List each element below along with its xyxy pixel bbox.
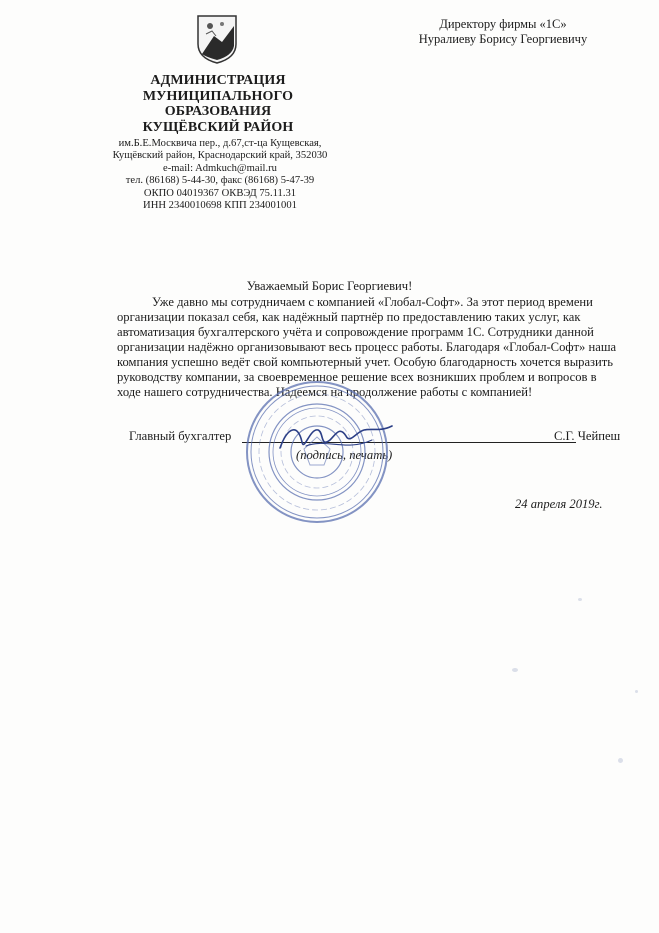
scan-speck: [512, 668, 518, 672]
body-line: организации показал себя, как надёжный партнёр по предоставлению таких услуг, как: [117, 310, 581, 324]
organization-title: [120, 73, 316, 135]
signer-name: С.Г. Чейпеш: [554, 429, 621, 443]
scan-speck: [618, 758, 623, 763]
recipient-position: Директору фирмы «1С»: [439, 17, 567, 31]
organization-details: [96, 138, 344, 212]
salutation: Уважаемый Борис Георгиевич!: [246, 279, 413, 293]
signer-position: Главный бухгалтер: [129, 429, 232, 443]
org-email: e-mail: Admkuch@mail.ru: [163, 162, 277, 174]
recipient-block: [398, 17, 608, 47]
body-line: автоматизация бухгалтерского учёта и сопровождение программ 1С. Сотрудники данной: [117, 325, 594, 339]
org-tax-ids: ИНН 2340010698 КПП 234001001: [143, 200, 297, 212]
body-line: организации надёжно организовывают весь процесс работы. Благодаря «Глобал-Софт» наша: [117, 340, 617, 354]
body-line: Уже давно мы сотрудничаем с компанией «Глобал-Софт». За этот период времени: [152, 295, 593, 309]
org-phone: тел. (86168) 5-44-30, факс (86168) 5-47-39: [125, 175, 315, 187]
recipient-name: Нуралиеву Борису Георгиевичу: [418, 32, 588, 46]
body-line: руководству компании, за своевременное решение всех возникших проблем и вопросов в: [117, 370, 597, 384]
coat-of-arms-emblem: [196, 14, 238, 64]
org-title-line: ОБРАЗОВАНИЯ: [164, 104, 272, 119]
body-line: ходе нашего сотрудничества. Надеемся на продолжение работы с компанией!: [117, 385, 533, 399]
handwritten-signature: [276, 418, 396, 460]
scan-speck: [635, 690, 638, 693]
org-address-line: им.Б.Е.Москвича пер., д.67,ст-ца Кущевская,: [118, 138, 322, 149]
org-title-line: КУЩЁВСКИЙ РАЙОН: [142, 119, 294, 135]
letter-date: 24 апреля 2019г.: [515, 497, 603, 511]
scan-speck: [578, 598, 582, 601]
signature-caption: (подпись, печать): [296, 448, 393, 462]
org-codes: ОКПО 04019367 ОКВЭД 75.11.31: [143, 187, 297, 199]
org-address-line: Кущёвский район, Краснодарский край, 352030: [112, 150, 328, 162]
org-title-line: МУНИЦИПАЛЬНОГО: [142, 88, 294, 104]
body-line: компания успешно ведёт свой компьютерный учет. Особую благодарность хочется выразить: [117, 355, 614, 369]
org-title-line: АДМИНИСТРАЦИЯ: [150, 73, 286, 88]
